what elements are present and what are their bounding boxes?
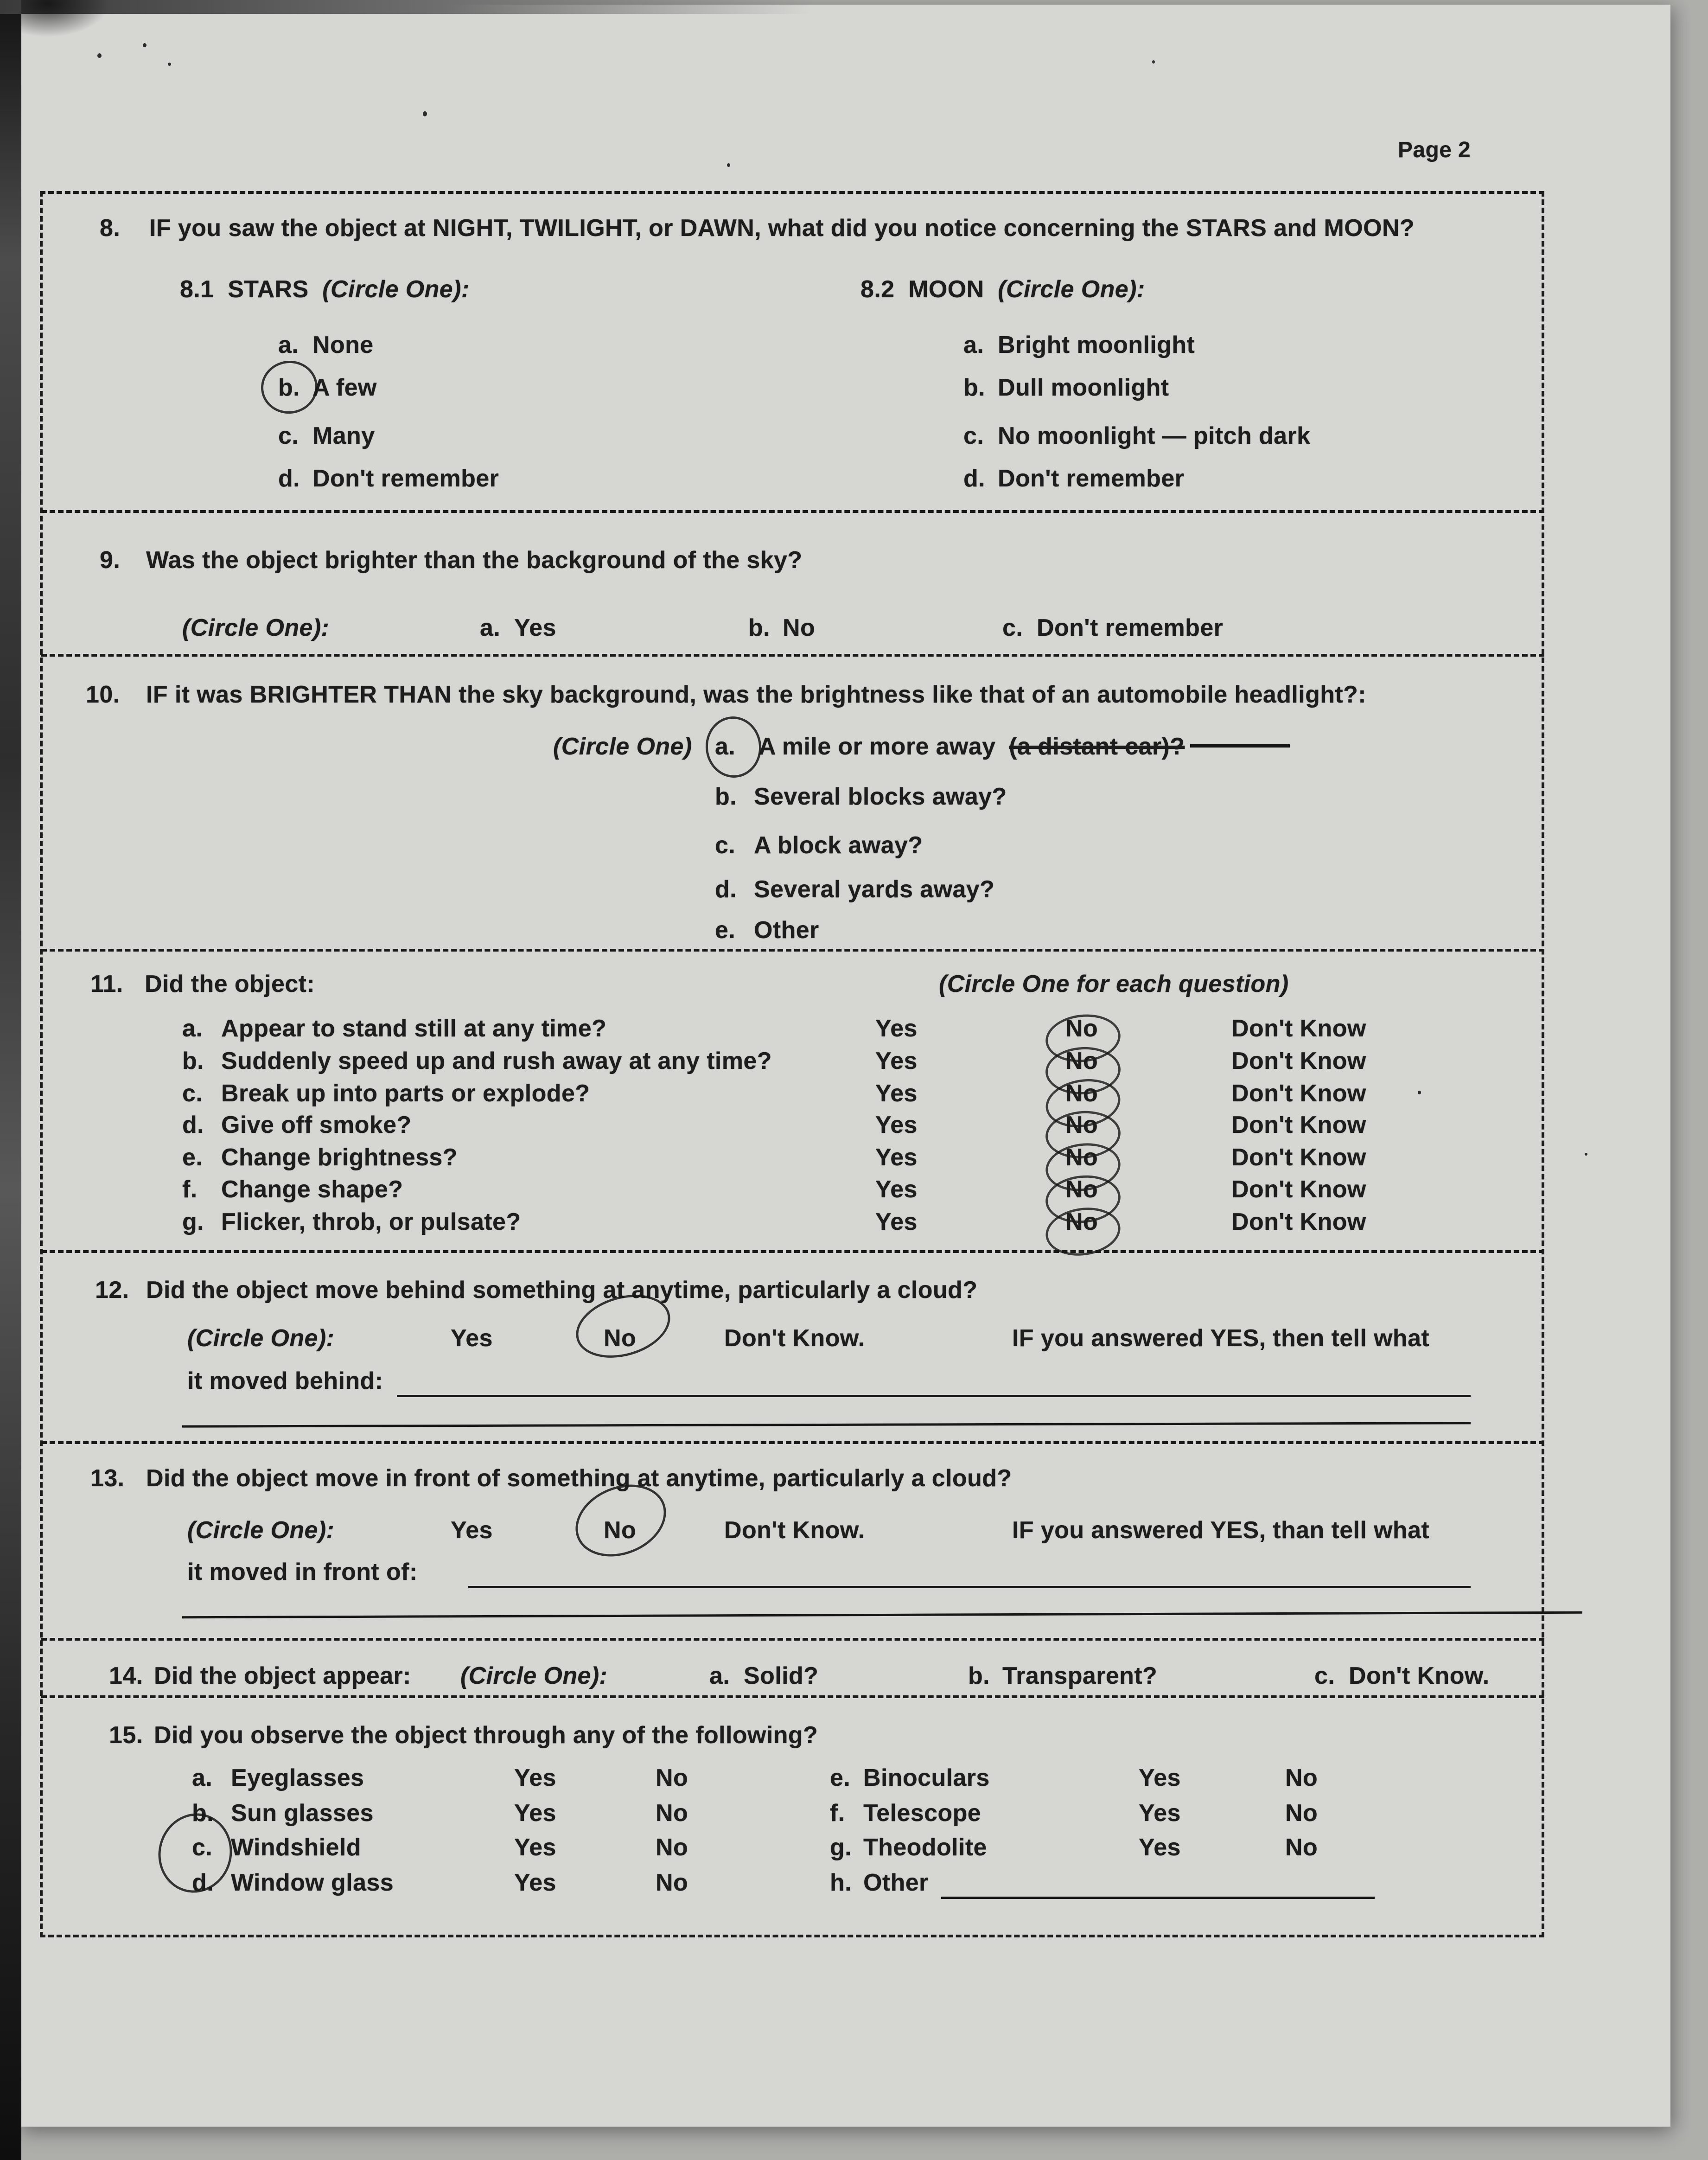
q13-number: 13. <box>90 1465 125 1492</box>
q11-row-d <box>182 1111 1388 1147</box>
row-label: Break up into parts or explode? <box>221 1080 590 1107</box>
choice-dont-know: Don't Know <box>1231 1208 1366 1235</box>
q15-row-b-f <box>192 1799 1536 1835</box>
paper-speck <box>727 163 730 167</box>
row-letter: g. <box>182 1208 204 1235</box>
section-divider <box>41 1250 1544 1253</box>
option-letter: d. <box>963 465 986 492</box>
choice-yes: Yes <box>1139 1834 1181 1861</box>
row-label: Change brightness? <box>221 1144 458 1171</box>
option-letter: c. <box>963 422 984 449</box>
choice-no: No <box>1285 1800 1318 1827</box>
row-letter: a. <box>182 1015 203 1042</box>
option-letter: c. <box>715 832 736 859</box>
section-divider <box>41 654 1544 657</box>
option-letter: b. <box>968 1662 990 1689</box>
section-divider <box>41 949 1544 952</box>
q15-text: Did you observe the object through any of the following? <box>154 1722 818 1749</box>
q15-row-d-h <box>192 1869 1536 1905</box>
row-letter: b. <box>192 1800 214 1827</box>
q11-row-e <box>182 1144 1388 1180</box>
row-label: Give off smoke? <box>221 1112 412 1138</box>
option-label: Don't remember <box>998 465 1185 492</box>
choice-no: No <box>656 1834 688 1861</box>
option-letter: b. <box>715 783 737 810</box>
option-label: Several yards away? <box>754 876 995 903</box>
row-label: Eyeglasses <box>231 1764 364 1791</box>
q8-text: IF you saw the object at NIGHT, TWILIGHT, or DAWN, what did you notice concerning the STARS and MOON? <box>149 215 1415 242</box>
q8-1-title: STARS <box>228 276 309 303</box>
option-label: Many <box>312 422 375 449</box>
row-letter: a. <box>192 1764 213 1791</box>
q9-circle-one-label: (Circle One): <box>182 614 330 641</box>
row-letter: h. <box>830 1869 852 1896</box>
choice-no: No <box>1065 1112 1098 1138</box>
option-label: Don't remember <box>1037 614 1224 641</box>
scan-corner-shadow <box>21 0 109 37</box>
choice-yes: Yes <box>514 1869 556 1896</box>
q10-text: IF it was BRIGHTER THAN the sky background, was the brightness like that of an automobile headlight?: <box>146 681 1367 708</box>
q15-row-c-g <box>192 1834 1536 1870</box>
row-letter: d. <box>192 1869 214 1896</box>
row-letter: d. <box>182 1112 204 1138</box>
row-label: Window glass <box>231 1869 394 1896</box>
q12-fill-in-line <box>397 1395 1471 1397</box>
section-divider <box>41 510 1544 513</box>
page-number: Page 2 <box>1398 138 1471 162</box>
choice-no: No <box>1065 1015 1098 1042</box>
q13-choice-yes: Yes <box>451 1517 493 1544</box>
row-label: Appear to stand still at any time? <box>221 1015 607 1042</box>
q11-row-a <box>182 1015 1388 1051</box>
choice-yes: Yes <box>875 1112 918 1138</box>
scan-edge-left <box>0 0 21 2160</box>
choice-no: No <box>1065 1080 1098 1107</box>
choice-yes: Yes <box>514 1834 556 1861</box>
q12-number: 12. <box>95 1277 129 1304</box>
q8-2-title: MOON <box>908 276 984 303</box>
q8-2-circle-one-label: (Circle One): <box>998 276 1145 303</box>
row-label: Suddenly speed up and rush away at any time? <box>221 1048 772 1074</box>
choice-yes: Yes <box>514 1764 556 1791</box>
q11-row-g <box>182 1208 1388 1244</box>
choice-yes: Yes <box>875 1080 918 1107</box>
option-letter: c. <box>1314 1662 1335 1689</box>
option-letter: c. <box>278 422 299 449</box>
paper-speck <box>1585 1153 1587 1156</box>
q13-text: Did the object move in front of something at anytime, particularly a cloud? <box>146 1465 1012 1492</box>
q11-number: 11. <box>90 971 123 997</box>
choice-no: No <box>656 1764 688 1791</box>
q14-text: Did the object appear: <box>154 1662 411 1689</box>
q15-number: 15. <box>109 1722 143 1749</box>
q12-circle-one-label: (Circle One): <box>187 1325 335 1352</box>
option-letter: d. <box>278 465 300 492</box>
option-label: Don't remember <box>312 465 499 492</box>
option-letter: b. <box>963 374 986 401</box>
q12-blank-label: it moved behind: <box>187 1368 383 1394</box>
paper-speck <box>1152 60 1155 64</box>
row-label: Binoculars <box>863 1764 990 1791</box>
q11-text: Did the object: <box>145 971 315 997</box>
q8-1-number: 8.1 <box>180 276 214 303</box>
option-label: Don't Know. <box>1349 1662 1490 1689</box>
q11-row-f <box>182 1176 1388 1212</box>
row-letter: c. <box>192 1834 213 1861</box>
q11-row-c <box>182 1080 1388 1116</box>
option-letter: c. <box>1002 614 1023 641</box>
row-label: Theodolite <box>863 1834 987 1861</box>
row-letter: e. <box>830 1764 851 1791</box>
paper-speck <box>97 53 102 58</box>
option-label: Dull moonlight <box>998 374 1169 401</box>
q12-choice-yes: Yes <box>451 1325 493 1352</box>
option-label: None <box>312 332 374 358</box>
row-label: Flicker, throb, or pulsate? <box>221 1208 521 1235</box>
option-label: No <box>783 614 816 641</box>
choice-yes: Yes <box>875 1144 918 1171</box>
choice-dont-know: Don't Know <box>1231 1080 1366 1107</box>
choice-dont-know: Don't Know <box>1231 1015 1366 1042</box>
option-letter: e. <box>715 917 736 944</box>
choice-dont-know: Don't Know <box>1231 1112 1366 1138</box>
choice-yes: Yes <box>875 1208 918 1235</box>
option-label: Yes <box>514 614 556 641</box>
q13-choice-dont-know: Don't Know. <box>724 1517 865 1544</box>
struck-out-text: (a distant car)? <box>1009 733 1185 760</box>
q12-choice-dont-know: Don't Know. <box>724 1325 865 1352</box>
q8-1-circle-one-label: (Circle One): <box>322 276 470 303</box>
option-letter: a. <box>963 332 984 358</box>
row-label: Windshield <box>231 1834 361 1861</box>
row-letter: c. <box>182 1080 203 1107</box>
q13-choice-no: No <box>604 1517 637 1544</box>
q11-row-b <box>182 1047 1388 1083</box>
choice-no: No <box>1065 1176 1098 1203</box>
q9-text: Was the object brighter than the background of the sky? <box>146 547 803 574</box>
option-letter: b. <box>278 374 300 401</box>
q8-number: 8. <box>100 215 121 242</box>
row-label: Other <box>863 1869 929 1896</box>
choice-yes: Yes <box>1139 1764 1181 1791</box>
row-letter: f. <box>830 1800 845 1827</box>
choice-no: No <box>1065 1208 1098 1235</box>
choice-no: No <box>656 1869 688 1896</box>
choice-no: No <box>656 1800 688 1827</box>
section-divider <box>41 1638 1544 1641</box>
option-label: A mile or more away <box>758 733 996 760</box>
row-label: Change shape? <box>221 1176 403 1203</box>
choice-yes: Yes <box>514 1800 556 1827</box>
choice-dont-know: Don't Know <box>1231 1144 1366 1171</box>
choice-no: No <box>1285 1834 1318 1861</box>
q13-fill-in-line <box>468 1586 1471 1588</box>
row-label: Telescope <box>863 1800 981 1827</box>
q9-number: 9. <box>100 547 121 574</box>
q13-circle-one-label: (Circle One): <box>187 1517 335 1544</box>
q13-followup-text: IF you answered YES, than tell what <box>1012 1517 1430 1544</box>
q8-1-heading <box>180 275 470 303</box>
option-letter: a. <box>709 1662 730 1689</box>
row-letter: b. <box>182 1048 204 1074</box>
option-label: No moonlight — pitch dark <box>998 422 1311 449</box>
choice-no: No <box>1065 1144 1098 1171</box>
row-letter: g. <box>830 1834 852 1861</box>
option-letter: b. <box>748 614 771 641</box>
choice-yes: Yes <box>875 1176 918 1203</box>
choice-dont-know: Don't Know <box>1231 1048 1366 1074</box>
section-divider <box>41 1695 1544 1698</box>
option-label: Transparent? <box>1002 1662 1158 1689</box>
option-letter: a. <box>278 332 299 358</box>
scan-edge-top <box>0 0 811 14</box>
q12-choice-no: No <box>604 1325 637 1352</box>
option-letter: d. <box>715 876 737 903</box>
q15-row-a-e <box>192 1764 1536 1800</box>
paper-speck <box>143 43 147 47</box>
section-divider <box>41 1441 1544 1444</box>
q14-circle-one-label: (Circle One): <box>460 1662 608 1689</box>
q14-number: 14. <box>109 1662 143 1689</box>
paper-speck <box>168 63 171 66</box>
q10-number: 10. <box>86 681 120 708</box>
option-label: Other <box>754 917 819 944</box>
q10-option-a-letter: a. <box>715 733 736 760</box>
q10-circle-one-label: (Circle One) <box>553 733 692 760</box>
row-label: Sun glasses <box>231 1800 374 1827</box>
choice-no: No <box>1065 1048 1098 1074</box>
strike-tail-line <box>1190 744 1290 748</box>
choice-yes: Yes <box>875 1015 918 1042</box>
option-label: Bright moonlight <box>998 332 1195 358</box>
q8-2-number: 8.2 <box>860 276 895 303</box>
q12-text: Did the object move behind something at anytime, particularly a cloud? <box>146 1277 978 1304</box>
q11-instruction: (Circle One for each question) <box>939 971 1289 997</box>
option-label: Several blocks away? <box>754 783 1007 810</box>
q10-option-a <box>758 733 1290 760</box>
q8-2-heading <box>860 275 1145 303</box>
option-letter: a. <box>480 614 501 641</box>
option-label: A few <box>312 374 377 401</box>
option-label: Solid? <box>744 1662 819 1689</box>
choice-yes: Yes <box>1139 1800 1181 1827</box>
choice-dont-know: Don't Know <box>1231 1176 1366 1203</box>
paper-speck <box>423 111 427 116</box>
q13-blank-label: it moved in front of: <box>187 1559 418 1585</box>
row-letter: e. <box>182 1144 203 1171</box>
q15-other-fill-in-line <box>941 1897 1375 1899</box>
q12-followup-text: IF you answered YES, then tell what <box>1012 1325 1430 1352</box>
row-letter: f. <box>182 1176 198 1203</box>
choice-yes: Yes <box>875 1048 918 1074</box>
option-label: A block away? <box>754 832 923 859</box>
choice-no: No <box>1285 1764 1318 1791</box>
